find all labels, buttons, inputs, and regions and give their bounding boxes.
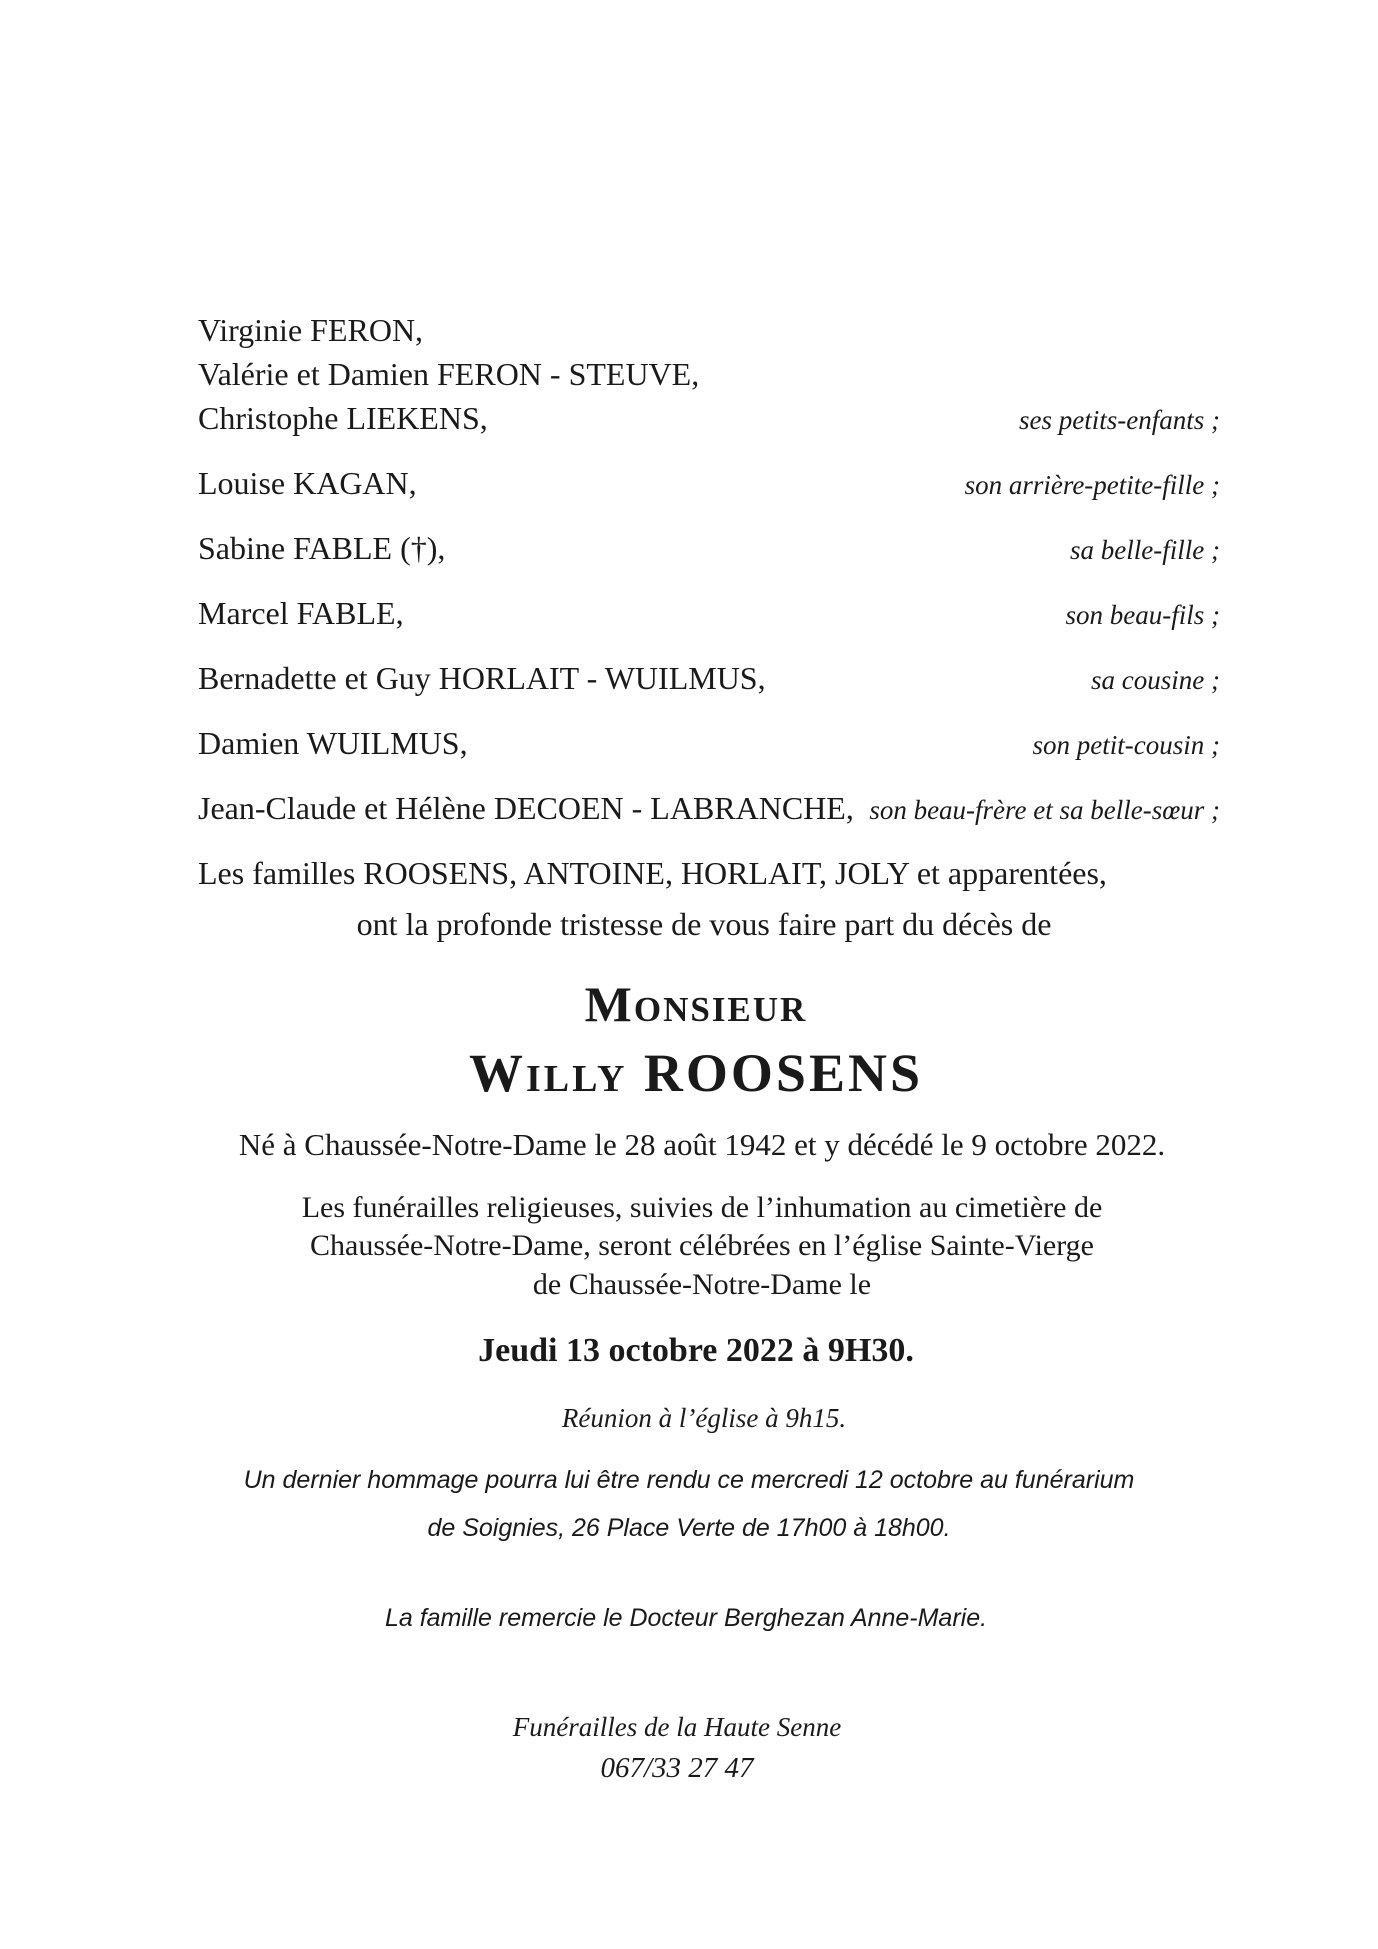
- family-row: [198, 308, 1220, 352]
- ceremony-date: Jeudi 13 octobre 2022 à 9H30.: [478, 1332, 914, 1369]
- family-row: [198, 526, 1220, 572]
- family-relation: sa cousine ;: [1091, 665, 1220, 695]
- funeral-line: de Chaussée-Notre-Dame le: [532, 1268, 872, 1301]
- family-name: Damien WUILMUS,: [198, 725, 468, 761]
- family-relation: son beau-fils ;: [1065, 600, 1220, 630]
- family-relation: ses petits-enfants ;: [1019, 405, 1220, 435]
- family-name: Jean-Claude et Hélène DECOEN - LABRANCHE,: [198, 790, 854, 826]
- family-row: [198, 352, 1220, 396]
- family-name: Valérie et Damien FERON - STEUVE,: [198, 356, 700, 392]
- deceased-name: [7, 1042, 1378, 1104]
- family-row: [198, 461, 1220, 507]
- reunion-note: Réunion à l’église à 9h15.: [561, 1403, 847, 1433]
- funeral-home-phone: 067/33 27 47: [600, 1752, 754, 1784]
- funeral-line: Les funérailles religieuses, suivies de l’inhumation au cimetière de: [301, 1191, 1103, 1224]
- family-name: Louise KAGAN,: [198, 465, 417, 501]
- family-row: [198, 396, 1220, 442]
- family-row: [198, 591, 1220, 637]
- announcement: ont la profonde tristesse de vous faire part du décès de: [356, 906, 1052, 942]
- deceased-title: Monsieur: [584, 976, 808, 1032]
- family-name: Marcel FABLE,: [198, 595, 404, 631]
- family-relation: son beau-frère et sa belle-sœur ;: [869, 795, 1220, 825]
- family-row: [198, 656, 1220, 702]
- family-list: [198, 308, 1220, 895]
- family-name: Les familles ROOSENS, ANTOINE, HORLAIT, JOLY et apparentées,: [198, 855, 1107, 891]
- deceased-first-name: Willy: [468, 1043, 628, 1103]
- family-name: Bernadette et Guy HORLAIT - WUILMUS,: [198, 660, 766, 696]
- thanks-note: La famille remercie le Docteur Berghezan Anne-Marie.: [384, 1604, 988, 1632]
- hommage-line: Un dernier hommage pourra lui être rendu ce mercredi 12 octobre au funérarium: [243, 1466, 1135, 1494]
- family-relation: son petit-cousin ;: [1032, 730, 1220, 760]
- family-relation: sa belle-fille ;: [1070, 535, 1220, 565]
- family-name: Sabine FABLE (†),: [198, 530, 446, 566]
- hommage-line: de Soignies, 26 Place Verte de 17h00 à 18h00.: [427, 1514, 951, 1542]
- family-row: [198, 786, 1220, 832]
- deceased-last-name: ROOSENS: [643, 1043, 924, 1103]
- birth-death-line: Né à Chaussée-Notre-Dame le 28 août 1942 et y décédé le 9 octobre 2022.: [238, 1127, 1166, 1162]
- funeral-home-name: Funérailles de la Haute Senne: [512, 1712, 842, 1742]
- family-row: [198, 721, 1220, 767]
- family-name: Christophe LIEKENS,: [198, 400, 488, 436]
- family-name: Virginie FERON,: [198, 312, 424, 348]
- family-relation: son arrière-petite-fille ;: [964, 470, 1220, 500]
- family-row: [198, 851, 1220, 895]
- funeral-line: Chaussée-Notre-Dame, seront célébrées en l’église Sainte-Vierge: [310, 1229, 1094, 1262]
